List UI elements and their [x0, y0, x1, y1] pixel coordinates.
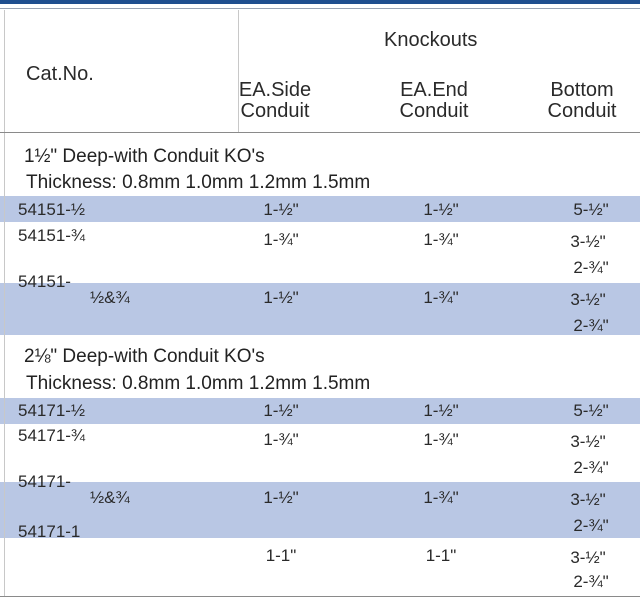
bottom-value: 2-¾": [573, 516, 609, 535]
bottom-value: 3-½": [570, 232, 606, 251]
col-header-side-line1: EA.Side: [238, 79, 312, 101]
end-value: 1-1": [425, 546, 457, 565]
header-rule-bottom: [0, 132, 640, 133]
catno-header: Cat.No.: [26, 63, 94, 85]
bottom-value: 3-½": [570, 432, 606, 451]
cat-no: 54151-¾: [18, 226, 86, 245]
top-rule: [0, 0, 640, 4]
end-value: 1-¾": [423, 230, 459, 249]
cat-no-suffix: ½&¾: [90, 288, 130, 307]
bottom-rule: [0, 596, 640, 597]
side-value: 1-½": [263, 488, 299, 507]
end-value: 1-½": [423, 200, 459, 219]
knockouts-header: Knockouts: [384, 29, 478, 51]
side-value: 1-1": [265, 546, 297, 565]
side-value: 1-½": [263, 288, 299, 307]
cat-no: 54171-¾: [18, 426, 86, 445]
col-header-end-line1: EA.End: [400, 79, 468, 101]
end-value: 1-¾": [423, 288, 459, 307]
cat-no: 54151-: [18, 272, 71, 291]
side-value: 1-½": [263, 401, 299, 420]
bottom-value: 3-½": [570, 548, 606, 567]
side-value: 1-½": [263, 200, 299, 219]
col-header-side-line2: Conduit: [240, 100, 310, 122]
bottom-value: 3-½": [570, 290, 606, 309]
col-header-bottom-line2: Conduit: [547, 100, 617, 122]
bottom-value: 3-½": [570, 490, 606, 509]
cat-no: 54171-: [18, 472, 71, 491]
col-header-side: [215, 80, 335, 122]
end-value: 1-¾": [423, 430, 459, 449]
bottom-value: 5-½": [573, 401, 609, 420]
end-value: 1-¾": [423, 488, 459, 507]
bottom-value: 2-¾": [573, 458, 609, 477]
side-value: 1-¾": [263, 230, 299, 249]
col-divider-left: [4, 10, 5, 596]
cat-no: 54151-½: [18, 200, 86, 219]
top-rule-thin: [0, 8, 640, 9]
section-title: 2⅛" Deep-with Conduit KO's: [24, 346, 265, 367]
end-value: 1-½": [423, 401, 459, 420]
bottom-value: 5-½": [573, 200, 609, 219]
section-title: 1½" Deep-with Conduit KO's: [24, 146, 265, 167]
section-thickness: Thickness: 0.8mm 1.0mm 1.2mm 1.5mm: [26, 172, 371, 193]
side-value: 1-¾": [263, 430, 299, 449]
section-thickness: Thickness: 0.8mm 1.0mm 1.2mm 1.5mm: [26, 373, 371, 394]
cat-no: 54171-1: [18, 522, 81, 541]
cat-no-suffix: ½&¾: [90, 488, 130, 507]
col-header-bottom: [522, 80, 640, 122]
col-header-end-line2: Conduit: [399, 100, 469, 122]
bottom-value: 2-¾": [573, 572, 609, 591]
cat-no: 54171-½: [18, 401, 86, 420]
col-header-end: [374, 80, 494, 122]
bottom-value: 2-¾": [573, 258, 609, 277]
bottom-value: 2-¾": [573, 316, 609, 335]
col-header-bottom-line1: Bottom: [550, 79, 614, 101]
